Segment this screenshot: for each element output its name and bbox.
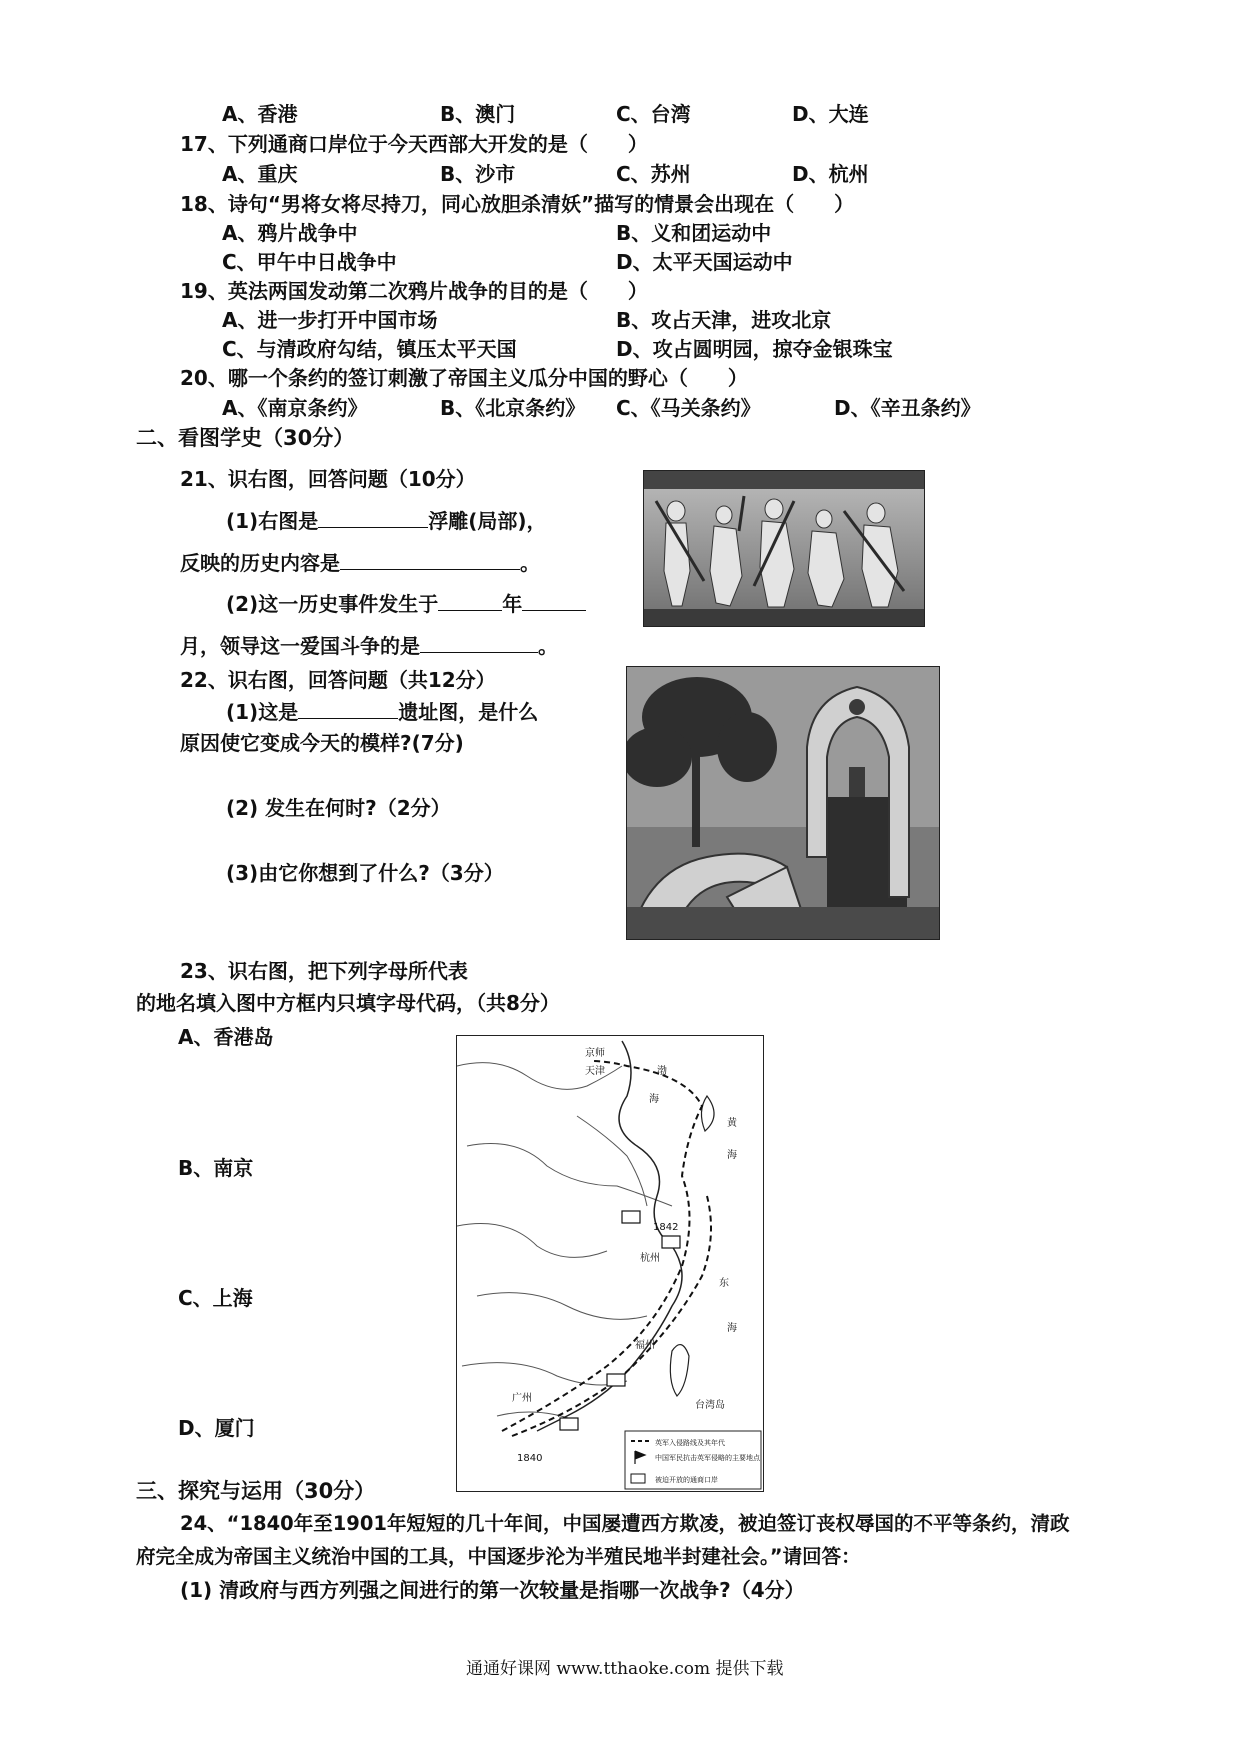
q23-option-b: B、南京 <box>178 1156 254 1180</box>
q21-part2-text-b: 年 <box>502 592 523 616</box>
q21-blank-content[interactable] <box>340 551 520 570</box>
q21-part1-line2 <box>180 551 540 575</box>
q21-blank-month[interactable] <box>522 592 586 611</box>
q21-stem: 21、识右图，回答问题（10分） <box>180 467 476 491</box>
map-label-tianjin: 天津 <box>585 1066 605 1077</box>
q16-option-a: A、香港 <box>222 102 298 126</box>
relief-sculpture-photo <box>643 470 925 627</box>
q17-stem: 17、下列通商口岸位于今天西部大开发的是（ ） <box>180 132 648 156</box>
q19-option-d: D、攻占圆明园，掠夺金银珠宝 <box>616 337 893 361</box>
q21-part1-text-a: (1)右图是 <box>226 509 319 533</box>
map-label-bo: 渤 <box>657 1066 667 1077</box>
q21-part1-text-c: 反映的历史内容是 <box>180 551 340 575</box>
q17-option-a: A、重庆 <box>222 162 298 186</box>
q20-option-d: D、《辛丑条约》 <box>834 396 981 420</box>
q24-line1: 24、“1840年至1901年短短的几十年间，中国屡遭西方欺凌，被迫签订丧权辱国的不平等条约，清政 <box>180 1512 1070 1535</box>
map-label-jingshi: 京师 <box>585 1048 605 1059</box>
map-label-hai3: 海 <box>727 1323 737 1334</box>
q18-option-b: B、义和团运动中 <box>616 221 772 245</box>
q20-option-a: A、《南京条约》 <box>222 396 368 420</box>
q17-option-c: C、苏州 <box>616 162 691 186</box>
q21-blank-relief[interactable] <box>318 509 428 528</box>
map-label-guangzhou: 广州 <box>512 1393 532 1404</box>
q22-part2: (2) 发生在何时?（2分） <box>226 796 451 820</box>
q21-part1-text-b: 浮雕(局部)， <box>428 509 547 533</box>
q17-option-d: D、杭州 <box>792 162 869 186</box>
q16-option-d: D、大连 <box>792 102 869 126</box>
q21-part2-text-c: 月，领导这一爱国斗争的是 <box>180 634 420 658</box>
map-label-year1842: 1842 <box>653 1222 679 1233</box>
q18-option-a: A、鸦片战争中 <box>222 221 358 245</box>
q22-part1-text-a: (1)这是 <box>226 700 299 724</box>
q21-blank-leader[interactable] <box>420 634 538 653</box>
q22-part1-text-b: 遗址图，是什么 <box>398 700 539 724</box>
map-label-hai: 海 <box>649 1094 659 1105</box>
q22-part1-line2: 原因使它变成今天的模样?(7分) <box>180 731 464 755</box>
map-label-hai2: 海 <box>727 1150 737 1161</box>
map-label-dong: 东 <box>719 1278 729 1289</box>
q19-option-b: B、攻占天津，进攻北京 <box>616 308 832 332</box>
q21-part2-line1 <box>226 592 586 616</box>
q16-option-c: C、台湾 <box>616 102 691 126</box>
q24-line2: 府完全成为帝国主义统治中国的工具，中国逐步沦为半殖民地半封建社会。”请回答： <box>136 1545 861 1568</box>
q22-stem: 22、识右图，回答问题（共12分） <box>180 668 496 692</box>
opium-war-map <box>456 1035 764 1492</box>
q21-part1-line1 <box>226 509 546 533</box>
ruins-photo <box>626 666 940 940</box>
q18-option-c: C、甲午中日战争中 <box>222 250 397 274</box>
q21-part2-text-a: (2)这一历史事件发生于 <box>226 592 439 616</box>
q23-option-a: A、香港岛 <box>178 1025 274 1049</box>
q18-stem: 18、诗句“男将女将尽持刀，同心放胆杀清妖”描写的情景会出现在（ ） <box>180 192 855 216</box>
q19-option-c: C、与清政府勾结，镇压太平天国 <box>222 337 517 361</box>
page-footer: 通通好课网 www.tthaoke.com 提供下载 <box>466 1659 784 1679</box>
map-label-fuzhou: 福州 <box>635 1340 655 1351</box>
q21-part2-line2 <box>180 634 558 658</box>
map-label-hangzhou: 杭州 <box>640 1253 660 1264</box>
q23-option-c: C、上海 <box>178 1286 253 1310</box>
q21-part2-text-d: 。 <box>538 634 558 658</box>
map-label-huang: 黄 <box>727 1118 737 1129</box>
map-legend-resistance: 中国军民抗击英军侵略的主要地点 <box>655 1454 760 1462</box>
q20-option-c: C、《马关条约》 <box>616 396 761 420</box>
map-legend-route: 英军入侵路线及其年代 <box>655 1439 725 1447</box>
q23-stem-line1: 23、识右图，把下列字母所代表 <box>180 959 468 983</box>
q22-part3: (3)由它你想到了什么?（3分） <box>226 861 504 885</box>
q18-option-d: D、太平天国运动中 <box>616 250 793 274</box>
section-2-title: 二、看图学史（30分） <box>136 426 355 450</box>
q24-sub1: (1) 清政府与西方列强之间进行的第一次较量是指哪一次战争?（4分） <box>180 1578 805 1602</box>
section-3-title: 三、探究与运用（30分） <box>136 1479 376 1503</box>
q23-stem-line2: 的地名填入图中方框内只填字母代码，（共8分） <box>136 991 560 1015</box>
q16-option-b: B、澳门 <box>440 102 516 126</box>
q21-blank-year[interactable] <box>438 592 502 611</box>
q22-blank-ruins[interactable] <box>298 700 398 719</box>
q20-option-b: B、《北京条约》 <box>440 396 586 420</box>
q22-part1-line1 <box>226 700 538 724</box>
q20-stem: 20、哪一个条约的签订刺激了帝国主义瓜分中国的野心（ ） <box>180 366 748 390</box>
q21-part1-text-d: 。 <box>520 551 540 575</box>
q19-option-a: A、进一步打开中国市场 <box>222 308 438 332</box>
map-label-taiwan: 台湾岛 <box>695 1400 725 1411</box>
map-legend <box>625 1431 761 1489</box>
q17-option-b: B、沙市 <box>440 162 516 186</box>
q19-stem: 19、英法两国发动第二次鸦片战争的目的是（ ） <box>180 279 648 303</box>
map-legend-ports: 被迫开放的通商口岸 <box>655 1476 718 1484</box>
map-label-year1840: 1840 <box>517 1453 543 1464</box>
q23-option-d: D、厦门 <box>178 1416 255 1440</box>
